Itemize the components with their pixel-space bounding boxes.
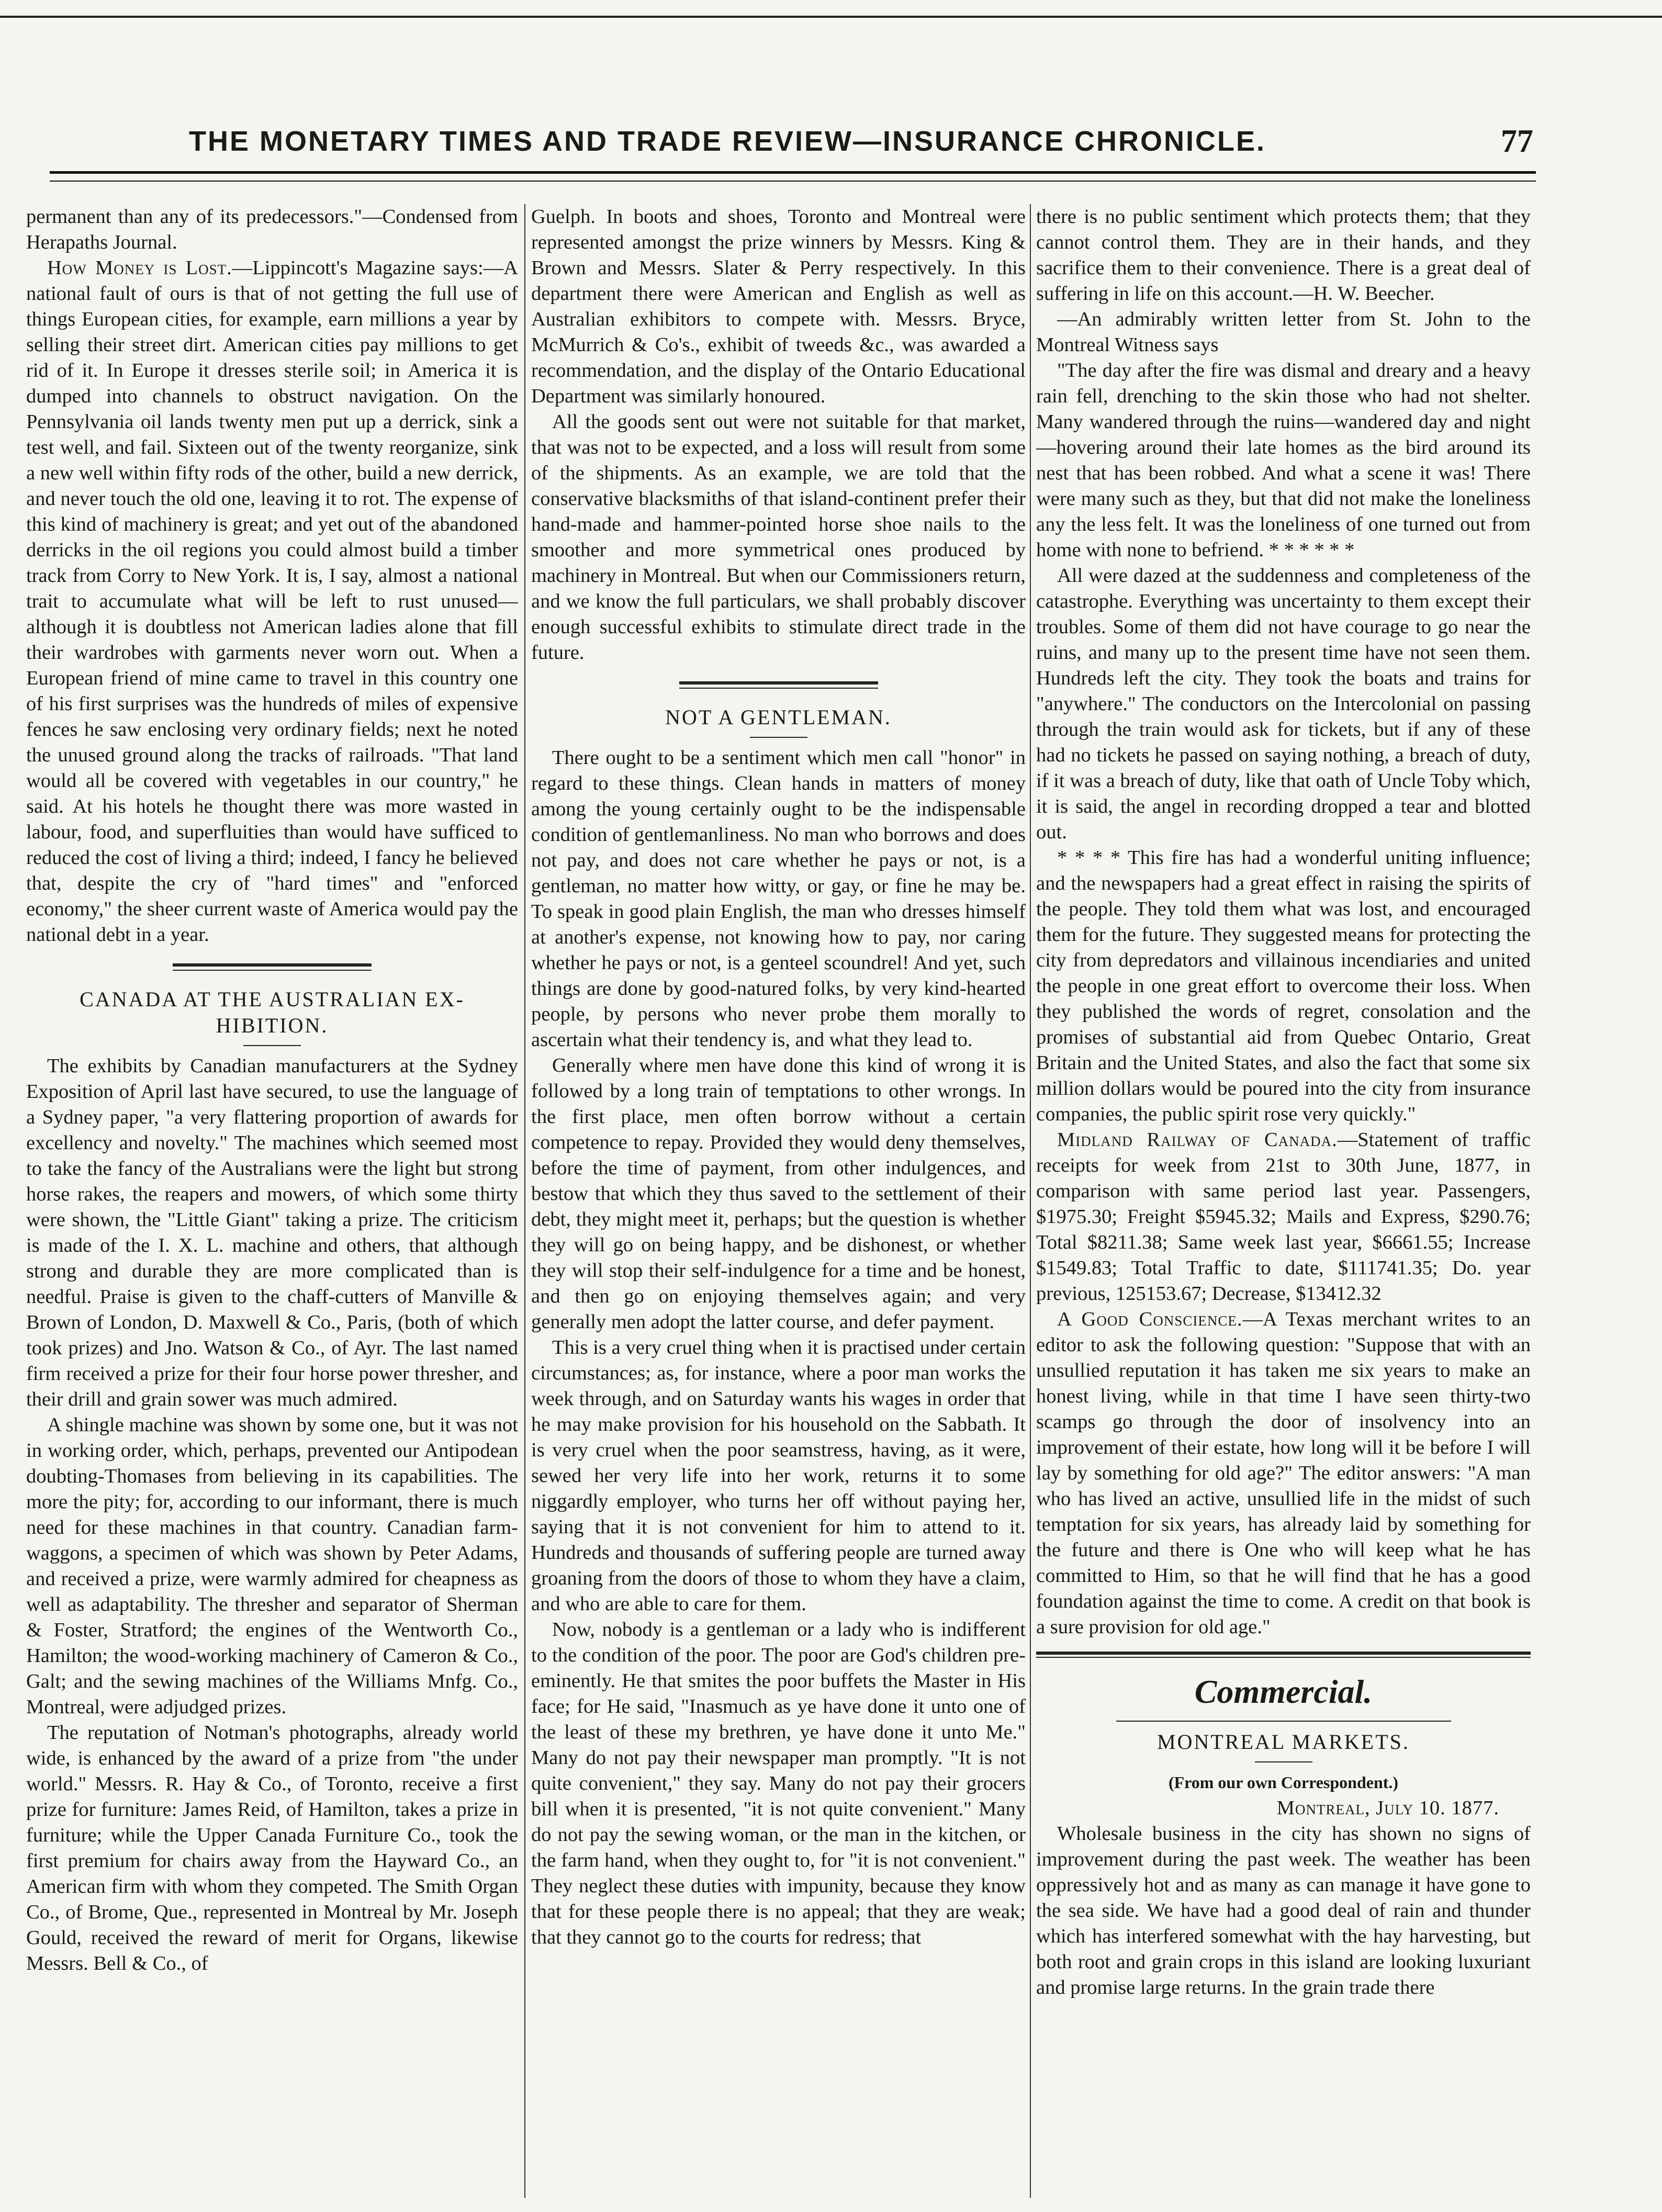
canada-paragraph-2: A shingle machine was shown by some one, but it was not in working order, which, perhaps, prevented our Antipodean doubting-Thomases from believing in its capabilities. The more the pity; for, according to our informant, there is much need for these machines in that country. Canadian farm-waggons, a specimen of which was shown by Peter Adams, and received a prize, were warmly admired for cheapness as well as adaptability. The thresher and separator of Sherman & Foster, Stratford; the engines of the Wentworth Co., Hamilton; the wood-working machinery of Cameron & Co., Galt; and the sewing machines of the Williams Mnfg. Co., Montreal, were adjudged prizes. — [26, 1414, 518, 1718]
page-top-edge — [0, 0, 1662, 18]
gentleman-paragraph-1: There ought to be a sentiment which men call "honor" in regard to these things. Clean hands in matters of money among the young certainly ought to be the indispensable condition of gentlemanliness. No man who borrows and does not pay, and does not care whether he pays or not, is a gentleman, no matter how witty, or gay, or fine he may be. To speak in good plain English, the man who dresses himself at another's expense, not knowing how to pay, nor caring whether he pays or not, is a genteel scoundrel! And yet, such things are done by good-natured folks, by very kind-hearted people, by persons who never probe them morally to ascertain what their tendency is, and what they lead to. — [531, 747, 1026, 1051]
how-money-lead: How Money is Lost. — [47, 257, 232, 279]
canada-continuation-1: Guelph. In boots and shoes, Toronto and Montreal were represented amongst the prize winners by Messrs. King & Brown and Messrs. Slater & Perry respectively. In this department there were American and English as well as Australian exhibitors to compete with. Messrs. Bryce, McMurrich & Co's., exhibit of tweeds &c., was awarded a recommendation, and the display of the Ontario Educational Department was similarly honoured. — [531, 206, 1026, 407]
dateline: Montreal, July 10. 1877. — [1276, 1797, 1499, 1819]
conscience-lead: A Good Conscience. — [1057, 1308, 1243, 1330]
heading-underline — [750, 737, 807, 738]
stjohn-quote-1: "The day after the fire was dismal and dreary and a heavy rain fell, drenching to the skin those who had not shelter. Many wandered through the ruins—wandered day and night—hovering around their late homes as the bird around its nest that has been robbed. And what a scene it was! There were many such as they, but that did not make the loneliness any the less felt. It was the loneliness of one turned out from home with none to befriend. * * * * * * — [1036, 360, 1531, 561]
canada-continuation-2: All the goods sent out were not suitable for that market, that was not to be expected, and a loss will result from some of the shipments. As an example, we are told that the conservative blacksmiths of that island-continent prefer their hand-made and hammer-pointed horse shoe nails to the smoother and more symmetrical ones produced by machinery in Montreal. But when our Commissioners return, and we know the full particulars, we shall probably discover enough successful exhibits to stimulate direct trade in the future. — [531, 411, 1026, 664]
midland-railway-article — [1036, 1127, 1531, 1307]
correspondent-note: (From our own Correspondent.) — [1168, 1773, 1399, 1792]
gentleman-paragraph-2: Generally where men have done this kind of wrong it is followed by a long train of temptations to other wrongs. In the first place, men often borrow without a certain competence to repay. Provided they would deny themselves, before the time of payment, from other indulgences, and bestow that which they thus saved to the settlement of their debt, they might meet it, perhaps; but the question is whether they will go on being happy, and be dishonest, or whether they will stop their self-indulgence for a time and be honest, and then go on enjoying themselves again; and very generally men adopt the latter course, and defer payment. — [531, 1054, 1026, 1333]
column-1 — [26, 204, 518, 2203]
how-money-body: —Lippincott's Magazine says:—A national fault of ours is that of not getting the full use of things European cities, for example, earn millions a year by selling their street dirt. American cities pay millions to get rid of it. In Europe it dresses sterile soil; in America it is dumped into channels to obstruct navigation. On the Pennsylvania oil lands twenty men put up a derrick, sink a test well, and fail. Sixteen out of the twenty reorganize, sink a new well within fifty rods of the other, build a new derrick, and never touch the old one, leaving it to rot. The expense of this kind of machinery is great; and yet out of the abandoned derricks in the oil regions you could almost build a timber track from Corry to New York. It is, I say, almost a national trait to accumulate what will be left to rust unused—although it is doubtless not American ladies alone that fill their wardrobes with garments never worn out. When a European friend of mine came to travel in this country one of his first surprises was the hundreds of miles of expensive fences he saw enclosing very ordinary fields; next he noted the unused ground along the tracks of railroads. "That land would all be covered with vegetables in our country," he said. At his hotels he thought there was more wasted in labour, food, and superfluities than would have sufficed to reduced the cost of living a third; indeed, I fancy he believed that, despite the cry of "hard times" and "enforced economy," the sheer current waste of America would pay the national debt in a year. — [26, 257, 518, 946]
masthead-title: THE MONETARY TIMES AND TRADE REVIEW—INSURANCE CHRONICLE. — [188, 126, 1266, 157]
header-rule-thin — [50, 181, 1536, 182]
markets-paragraph: Wholesale business in the city has shown no signs of improvement during the past week. The weather has been oppressively hot and as many as can manage it have gone to the sea side. We have had a good deal of rain and thunder which has interfered somewhat with the hay harvesting, but both root and grain crops in this island are looking luxuriant and promise large returns. In the grain trade there — [1036, 1823, 1531, 1998]
stjohn-quote-2: All were dazed at the suddenness and completeness of the catastrophe. Everything was uncertainty to them except their troubles. Some of them did not have courage to go near the ruins, and many up to the present time have not seen them. Hundreds left the city. They took the boats and trains for "anywhere." The conductors on the Intercolonial on passing through the train would ask for tickets, but if any of these had no tickets he passed on saying nothing, a breach of duty, if it was a breach of duty, like that oath of Uncle Toby which, it is said, the angel in recording dropped a tear and blotted out. — [1036, 565, 1531, 843]
stjohn-quote-3: * * * * This fire has had a wonderful uniting influence; and the newspapers had a great effect in raising the spirits of the people. They told them what was lost, and encouraged them for the future. They suggested means for protecting the city from depredators and villainous incendiaries and united the people in one great effort to overcome their loss. When they published the words of regret, consolation and the promises of substantial aid from Quebec Ontario, Great Britain and the United States, and also the fact that some six million dollars would be poured into the city from insurance companies, the public spirit rose very quickly." — [1036, 847, 1531, 1125]
how-money-article — [26, 255, 518, 948]
column-divider-1 — [524, 204, 525, 2198]
stjohn-intro: —An admirably written letter from St. John to the Montreal Witness says — [1036, 308, 1531, 356]
gentleman-heading: NOT A GENTLEMAN. — [665, 705, 892, 729]
section-divider — [679, 681, 878, 689]
heading-underline — [243, 1045, 301, 1046]
midland-lead: Midland Railway of Canada. — [1057, 1129, 1338, 1151]
section-divider — [173, 963, 372, 971]
beecher-continuation: there is no public sentiment which protects them; that they cannot control them. They are in their hands, and they sacrifice them to their convenience. There is a great deal of suffering in life on this account.—H. W. Beecher. — [1036, 206, 1531, 305]
section-divider — [1036, 1652, 1531, 1658]
conscience-body: —A Texas merchant writes to an editor to ask the following question: "Suppose that with an unsullied reputation it has taken me six years to make an honest living, while in that time I have seen thirty-two scamps go through the door of insolvency into an improvement of their estate, how long will it be before I will lay by something for old age?" The editor answers: "A man who has lived an active, unsullied life in the midst of such temptation for six years, has already laid by something for the future and there is One who will keep what he has committed to Him, so that he will find that he has a good foundation against the time to come. A credit on that book is a sure provision for old age." — [1036, 1308, 1531, 1638]
markets-heading: MONTREAL MARKETS. — [1157, 1730, 1410, 1754]
canada-heading-line2: HIBITION. — [216, 1014, 329, 1037]
page-header — [52, 118, 1533, 165]
canada-paragraph-1: The exhibits by Canadian manufacturers at the Sydney Exposition of April last have secured, to use the language of a Sydney paper, "a very flattering proportion of awards for excellency and novelty." The machines which seemed most to take the fancy of the Australians were the light but strong horse rakes, the reapers and mowers, of which some thirty were shown, the "Little Giant" taking a prize. The criticism is made of the I. X. L. machine and others, that although strong and durable they are more complicated than is needful. Praise is given to the chaff-cutters of Manville & Brown of London, D. Maxwell & Co., Paris, (both of which took prizes) and Jno. Watson & Co., of Ayr. The last named firm received a prize for their four horse power thresher, and their drill and grain sower was much admired. — [26, 1055, 518, 1410]
column-3 — [1036, 204, 1531, 2203]
midland-body: —Statement of traffic receipts for week from 21st to 30th June, 1877, in comparison with same period last year. Passengers, $1975.30; Freight $5945.32; Mails and Express, $290.76; Total $8211.38; Same week last year, $6661.55; Increase $1549.83; Total Traffic to date, $111741.35; Do. year previous, 125153.67; Decrease, $13412.32 — [1036, 1129, 1531, 1305]
canada-heading-line1: CANADA AT THE AUSTRALIAN EX- — [80, 987, 465, 1011]
page-number: 77 — [1501, 123, 1533, 159]
article-continuation: permanent than any of its predecessors."—Condensed from Herapaths Journal. — [26, 206, 518, 253]
header-rule-thick — [50, 171, 1536, 174]
canada-paragraph-3: The reputation of Notman's photographs, already world wide, is enhanced by the award of a prize from "the under world." Messrs. R. Hay & Co., of Toronto, receive a first prize for furniture: James Reid, of Hamilton, takes a prize in furniture; while the Upper Canada Furniture Co., took the first premium for chairs away from the Hayward Co., an American firm with whom they competed. The Smith Organ Co., of Brome, Que., represented in Montreal by Mr. Joseph Gould, received the reward of merit for Organs, likewise Messrs. Bell & Co., of — [26, 1722, 518, 1974]
gentleman-paragraph-4: Now, nobody is a gentleman or a lady who is indifferent to the condition of the poor. The poor are God's children pre-eminently. He that smites the poor buffets the Master in His face; for He said, "Inasmuch as ye have done it unto one of the least of these my brethren, ye have done it unto Me." Many do not pay their newspaper man promptly. "It is not quite convenient," they say. Many do not pay their grocers bill when it is presented, "it is not quite convenient." Many do not pay the sewing woman, or the man in the kitchen, or the farm hand, when they ought to, for "it is not convenient." They neglect these duties with impunity, because they know that for these people there is no appeal; that they are weak; that they cannot go to the courts for redress; that — [531, 1619, 1026, 1948]
commercial-heading: Commercial. — [1194, 1673, 1373, 1710]
heading-underline — [1255, 1761, 1312, 1762]
gentleman-paragraph-3: This is a very cruel thing when it is practised under certain circumstances; as, for instance, where a poor man works the week through, and on Saturday wants his wages in order that he may make provision for his household on the Sabbath. It is very cruel when the poor seamstress, having, as it were, sewed her very life into her work, returns it to some niggardly employer, who turns her off without paying her, saying that it is not convenient for him to attend to it. Hundreds and thousands of suffering people are turned away groaning from the doors of those to whom they have a claim, and who are able to care for them. — [531, 1337, 1026, 1615]
column-divider-2 — [1030, 204, 1031, 2198]
good-conscience-article — [1036, 1307, 1531, 1640]
commercial-underline — [1116, 1721, 1451, 1722]
column-2 — [531, 204, 1026, 2203]
